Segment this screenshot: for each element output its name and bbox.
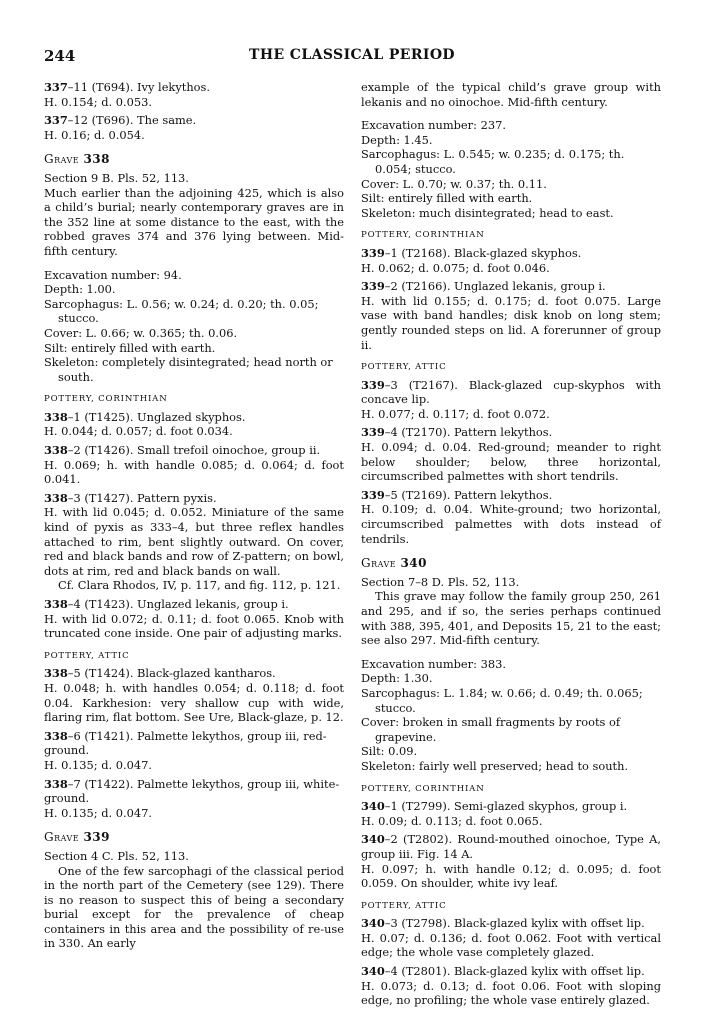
- catalog-entry: [361, 488, 661, 546]
- grave-number: 339: [83, 830, 110, 845]
- grave-heading: [44, 830, 344, 845]
- entry-dimensions: H. 0.135; d. 0.047.: [44, 757, 153, 772]
- catalog-entry: [44, 491, 344, 593]
- catalog-entry: [361, 964, 661, 1008]
- skeleton: Skeleton: completely disintegrated; head north or south.: [44, 355, 333, 384]
- catalog-entry: [44, 729, 344, 773]
- entry-dimensions: H. with lid 0.072; d. 0.11; d. foot 0.065. Knob with truncated cone inside. One pair of adjusting marks.: [44, 611, 344, 641]
- entry-number: 339: [361, 487, 385, 502]
- entry-number: 338: [44, 490, 68, 505]
- grave-word: Grave: [361, 556, 397, 571]
- excavation-number: Excavation number: 237.: [361, 118, 506, 133]
- entry-dimensions: H. 0.094; d. 0.04. Red-ground; meander to right below shoulder; below, three horizontal, circumscribed palmettes with short tendrils.: [361, 440, 661, 484]
- right-column: [361, 80, 661, 1012]
- grave-word: Grave: [44, 830, 80, 845]
- entry-title: –3 (T2798). Black-glazed kylix with offset lip.: [384, 916, 645, 931]
- running-head: THE CLASSICAL PERIOD: [249, 47, 455, 63]
- catalog-entry: [361, 378, 661, 422]
- entry-dimensions: H. 0.097; h. with handle 0.12; d. 0.095; d. foot 0.059. On shoulder, white ivy leaf.: [361, 861, 661, 891]
- grave-heading: [361, 556, 661, 571]
- cover: Cover: L. 0.66; w. 0.365; th. 0.06.: [44, 325, 238, 340]
- depth: Depth: 1.00.: [44, 282, 116, 297]
- left-column: [44, 80, 344, 951]
- entry-title: –2 (T1426). Small trefoil oinochoe, group ii.: [67, 443, 321, 458]
- entry-number: 339: [361, 279, 385, 294]
- entry-title: –4 (T2801). Black-glazed kylix with offset lip.: [384, 964, 645, 979]
- entry-number: 338: [44, 728, 68, 743]
- grave-number: 340: [400, 556, 427, 571]
- category-heading: POTTERY, CORINTHIAN: [361, 230, 485, 241]
- entry-dimensions: H. 0.062; d. 0.075; d. foot 0.046.: [361, 260, 550, 275]
- entry-title: –12 (T696). The same.: [67, 113, 197, 128]
- silt: Silt: 0.09.: [361, 744, 418, 759]
- entry-dimensions: H. 0.09; d. 0.113; d. foot 0.065.: [361, 813, 543, 828]
- entry-title: –2 (T2802). Round-mouthed oinochoe, Type A, group iii. Fig. 14 A.: [361, 832, 661, 861]
- grave-heading: [44, 152, 344, 167]
- entry-title: –2 (T2166). Unglazed lekanis, group i.: [384, 279, 606, 294]
- entry-number: 339: [361, 425, 385, 440]
- skeleton: Skeleton: much disintegrated; head to east.: [361, 205, 614, 220]
- catalog-entry: [361, 832, 661, 890]
- entry-title: –7 (T1422). Palmette lekythos, group iii, white-ground.: [44, 776, 340, 806]
- entry-number: 338: [44, 597, 68, 611]
- silt: Silt: entirely filled with earth.: [361, 191, 533, 206]
- entry-number: 340: [361, 832, 385, 847]
- catalog-entry: [44, 666, 344, 724]
- entry-title: –4 (T1423). Unglazed lekanis, group i.: [67, 597, 289, 611]
- entry-dimensions: H. 0.154; d. 0.053.: [44, 94, 153, 109]
- section-line: Section 4 C. Pls. 52, 113.: [44, 848, 189, 863]
- entry-title: –1 (T1425). Unglazed skyphos.: [67, 409, 246, 424]
- page-header: [44, 47, 660, 69]
- excavation-number: Excavation number: 383.: [361, 656, 506, 671]
- grave-intro: This grave may follow the family group 250, 261 and 295, and if so, the series perhaps continued with 388, 395, 401, and Deposits 15, 21 to the east; see also 297. Mid-fifth century.: [361, 589, 661, 648]
- entry-title: –5 (T1424). Black-glazed kantharos.: [67, 666, 276, 681]
- entry-number: 338: [44, 666, 68, 681]
- entry-dimensions: H. with lid 0.045; d. 0.052. Miniature of the same kind of pyxis as 333–4, but three reflex handles attached to rim, bent slightly outward. On cover, red and black bands and row of Z-pattern; on bowl, dots at rim, red and black bands on wall.: [44, 505, 344, 578]
- catalog-entry: [44, 777, 344, 821]
- catalog-entry: [44, 410, 344, 439]
- catalog-entry: [361, 246, 661, 275]
- entry-number: 337: [44, 80, 68, 94]
- grave-intro: Much earlier than the adjoining 425, which is also a child’s burial; nearly contemporary graves are in the 352 line at some distance to the east, with the robbed graves 374 and 376 lying between. Mid-fifth century.: [44, 185, 344, 258]
- entry-title: –3 (T2167). Black-glazed cup-skyphos with concave lip.: [361, 377, 661, 407]
- entry-title: –3 (T1427). Pattern pyxis.: [67, 490, 217, 505]
- cover: Cover: broken in small fragments by roots of grapevine.: [361, 715, 621, 744]
- entry-number: 340: [361, 964, 385, 979]
- entry-dimensions: H. 0.069; h. with handle 0.085; d. 0.064; d. foot 0.041.: [44, 457, 344, 487]
- section-line: Section 7–8 D. Pls. 52, 113.: [361, 574, 520, 589]
- grave-intro: One of the few sarcophagi of the classical period in the north part of the Cemetery (see 129). There is no reason to suspect this of being a secondary burial except for the prevalence of cheap containers in this area and the possibility of re-use in 330. An early: [44, 863, 344, 951]
- skeleton: Skeleton: fairly well preserved; head to south.: [361, 758, 629, 773]
- sarcophagus: Sarcophagus: L. 0.545; w. 0.235; d. 0.175; th. 0.054; stucco.: [361, 147, 625, 176]
- entry-title: –4 (T2170). Pattern lekythos.: [384, 425, 553, 440]
- entry-title: –1 (T2799). Semi-glazed skyphos, group i.: [384, 799, 628, 814]
- page-number: 244: [44, 47, 76, 65]
- entry-dimensions: H. 0.16; d. 0.054.: [44, 127, 145, 142]
- entry-number: 338: [44, 409, 68, 424]
- entry-dimensions: H. 0.077; d. 0.117; d. foot 0.072.: [361, 406, 550, 421]
- entry-number: 339: [361, 377, 385, 392]
- entry-dimensions: H. 0.073; d. 0.13; d. foot 0.06. Foot with sloping edge, no profiling; the whole vase entirely glazed.: [361, 978, 661, 1008]
- cover: Cover: L. 0.70; w. 0.37; th. 0.11.: [361, 176, 547, 191]
- entry-title: –6 (T1421). Palmette lekythos, group iii, red-ground.: [44, 728, 327, 758]
- catalog-entry: [361, 279, 661, 352]
- section-line: Section 9 B. Pls. 52, 113.: [44, 170, 189, 185]
- grave-word: Grave: [44, 152, 80, 167]
- grave-intro-continued: example of the typical child’s grave group with lekanis and no oinochoe. Mid-fifth century.: [361, 80, 661, 109]
- entry-dimensions: H. 0.044; d. 0.057; d. foot 0.034.: [44, 424, 233, 439]
- category-heading: POTTERY, CORINTHIAN: [44, 394, 168, 405]
- catalog-entry: [44, 443, 344, 487]
- catalog-entry: [44, 113, 344, 142]
- sarcophagus: Sarcophagus: L. 1.84; w. 0.66; d. 0.49; th. 0.065; stucco.: [361, 685, 643, 715]
- silt: Silt: entirely filled with earth.: [44, 340, 216, 355]
- entry-number: 340: [361, 916, 385, 931]
- sarcophagus: Sarcophagus: L. 0.56; w. 0.24; d. 0.20; th. 0.05; stucco.: [44, 296, 319, 326]
- category-heading: POTTERY, ATTIC: [44, 650, 130, 661]
- entry-dimensions: H. 0.135; d. 0.047.: [44, 805, 153, 820]
- catalog-entry: [361, 916, 661, 960]
- category-heading: POTTERY, CORINTHIAN: [361, 783, 485, 794]
- entry-number: 337: [44, 113, 68, 128]
- comparison-note: Cf. Clara Rhodos, IV, p. 117, and fig. 112, p. 121.: [58, 578, 341, 593]
- category-heading: POTTERY, ATTIC: [361, 900, 447, 911]
- entry-number: 338: [44, 443, 68, 458]
- grave-number: 338: [83, 152, 110, 167]
- entry-dimensions: H. with lid 0.155; d. 0.175; d. foot 0.075. Large vase with band handles; disk knob on long stem; gently rounded steps on lid. A forerunner of group ii.: [361, 293, 661, 352]
- catalog-entry: [44, 80, 344, 109]
- catalog-entry: [361, 425, 661, 483]
- entry-dimensions: H. 0.109; d. 0.04. White-ground; two horizontal, circumscribed palmettes with dots instead of tendrils.: [361, 502, 661, 546]
- catalog-entry: [361, 799, 661, 828]
- catalog-entry: [44, 597, 344, 641]
- entry-title: –11 (T694). Ivy lekythos.: [67, 80, 211, 94]
- entry-dimensions: H. 0.048; h. with handles 0.054; d. 0.118; d. foot 0.04. Karkhesion: very shallow cup with wide, flaring rim, flat bottom. See Ure, Black-glaze, p. 12.: [44, 680, 344, 725]
- entry-dimensions: H. 0.07; d. 0.136; d. foot 0.062. Foot with vertical edge; the whole vase completely glazed.: [361, 930, 661, 960]
- entry-number: 338: [44, 776, 68, 791]
- entry-number: 339: [361, 245, 385, 260]
- entry-title: –1 (T2168). Black-glazed skyphos.: [384, 245, 582, 260]
- depth: Depth: 1.30.: [361, 671, 433, 686]
- depth: Depth: 1.45.: [361, 132, 433, 147]
- excavation-number: Excavation number: 94.: [44, 267, 182, 282]
- entry-title: –5 (T2169). Pattern lekythos.: [384, 487, 553, 502]
- category-heading: POTTERY, ATTIC: [361, 362, 447, 373]
- entry-number: 340: [361, 799, 385, 814]
